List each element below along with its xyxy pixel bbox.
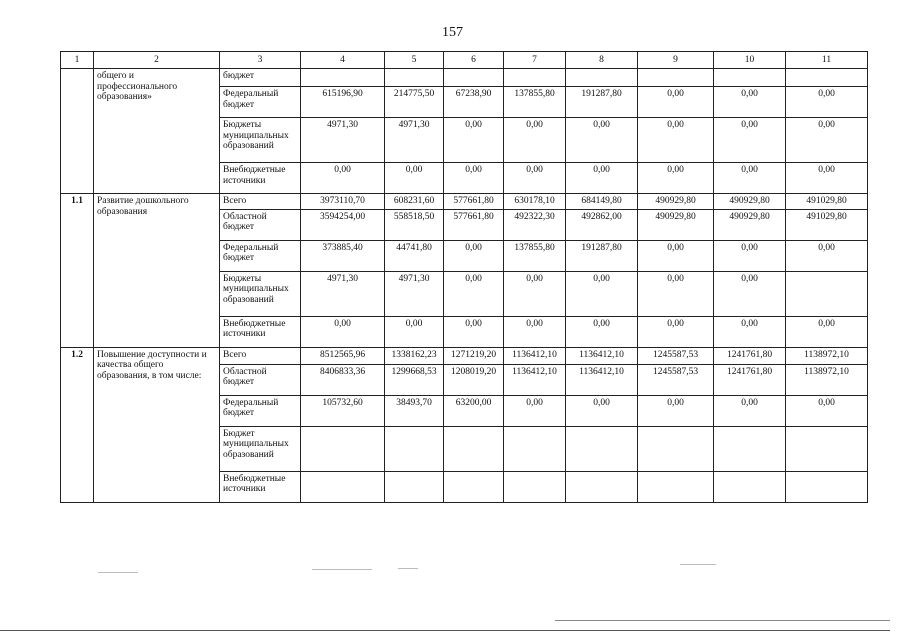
- funding-source: Областной бюджет: [220, 364, 301, 395]
- amount-cell: 0,00: [714, 240, 786, 271]
- amount-cell: 3594254,00: [301, 209, 385, 240]
- amount-cell: [444, 426, 504, 471]
- amount-cell: 1241761,80: [714, 364, 786, 395]
- amount-cell: [385, 471, 444, 502]
- column-number: 1: [61, 52, 94, 69]
- amount-cell: 684149,80: [566, 194, 638, 210]
- amount-cell: 4971,30: [385, 271, 444, 316]
- amount-cell: 492862,00: [566, 209, 638, 240]
- amount-cell: 491029,80: [786, 194, 868, 210]
- amount-cell: 0,00: [786, 240, 868, 271]
- amount-cell: 0,00: [638, 240, 714, 271]
- table-row: [61, 69, 868, 87]
- amount-cell: 0,00: [301, 163, 385, 194]
- amount-cell: [301, 69, 385, 87]
- amount-cell: [638, 69, 714, 87]
- column-number: 5: [385, 52, 444, 69]
- amount-cell: 0,00: [444, 316, 504, 347]
- amount-cell: 630178,10: [504, 194, 566, 210]
- amount-cell: 191287,80: [566, 87, 638, 118]
- amount-cell: 0,00: [786, 316, 868, 347]
- funding-source: Всего: [220, 194, 301, 210]
- page-number: 157: [442, 25, 463, 40]
- amount-cell: 105732,60: [301, 395, 385, 426]
- item-code: 1.2: [61, 347, 94, 502]
- amount-cell: [385, 69, 444, 87]
- amount-cell: 0,00: [385, 163, 444, 194]
- amount-cell: 4971,30: [385, 118, 444, 163]
- amount-cell: 1208019,20: [444, 364, 504, 395]
- item-code: 1.1: [61, 194, 94, 348]
- amount-cell: 0,00: [638, 271, 714, 316]
- amount-cell: 0,00: [638, 395, 714, 426]
- amount-cell: 0,00: [444, 118, 504, 163]
- amount-cell: 0,00: [786, 395, 868, 426]
- amount-cell: 0,00: [714, 118, 786, 163]
- funding-source: Областной бюджет: [220, 209, 301, 240]
- amount-cell: 1136412,10: [566, 347, 638, 364]
- funding-source: Федеральный бюджет: [220, 395, 301, 426]
- item-name: общего и профессионального образования»: [94, 69, 220, 194]
- amount-cell: 1138972,10: [786, 347, 868, 364]
- amount-cell: 3973110,70: [301, 194, 385, 210]
- amount-cell: [566, 426, 638, 471]
- amount-cell: 0,00: [504, 118, 566, 163]
- amount-cell: 0,00: [714, 87, 786, 118]
- amount-cell: [504, 471, 566, 502]
- amount-cell: 0,00: [504, 316, 566, 347]
- funding-source: Федеральный бюджет: [220, 87, 301, 118]
- table-row: [61, 347, 868, 364]
- amount-cell: 373885,40: [301, 240, 385, 271]
- amount-cell: 608231,60: [385, 194, 444, 210]
- amount-cell: 577661,80: [444, 209, 504, 240]
- amount-cell: [786, 69, 868, 87]
- amount-cell: 490929,80: [638, 209, 714, 240]
- amount-cell: 0,00: [504, 395, 566, 426]
- amount-cell: 214775,50: [385, 87, 444, 118]
- amount-cell: 1245587,53: [638, 364, 714, 395]
- amount-cell: [504, 69, 566, 87]
- column-number: 10: [714, 52, 786, 69]
- funding-source: Бюджеты муниципальных образований: [220, 118, 301, 163]
- amount-cell: 0,00: [714, 395, 786, 426]
- column-number: 4: [301, 52, 385, 69]
- bottom-divider-short: [555, 620, 890, 621]
- amount-cell: 0,00: [301, 316, 385, 347]
- amount-cell: [786, 271, 868, 316]
- amount-cell: 0,00: [714, 316, 786, 347]
- amount-cell: [638, 426, 714, 471]
- scan-mark: [680, 564, 716, 565]
- item-name: Повышение доступности и качества общего образования, в том числе:: [94, 347, 220, 502]
- amount-cell: 615196,90: [301, 87, 385, 118]
- amount-cell: 63200,00: [444, 395, 504, 426]
- amount-cell: 492322,30: [504, 209, 566, 240]
- amount-cell: [714, 426, 786, 471]
- amount-cell: [714, 471, 786, 502]
- amount-cell: 490929,80: [638, 194, 714, 210]
- amount-cell: [301, 471, 385, 502]
- funding-source: Внебюджетные источники: [220, 471, 301, 502]
- column-number: 7: [504, 52, 566, 69]
- item-name: Развитие дошкольного образования: [94, 194, 220, 348]
- amount-cell: 1138972,10: [786, 364, 868, 395]
- amount-cell: 4971,30: [301, 118, 385, 163]
- amount-cell: 38493,70: [385, 395, 444, 426]
- amount-cell: [566, 69, 638, 87]
- column-number: 3: [220, 52, 301, 69]
- column-number: 11: [786, 52, 868, 69]
- amount-cell: 491029,80: [786, 209, 868, 240]
- amount-cell: 0,00: [786, 118, 868, 163]
- scan-mark: [398, 568, 418, 569]
- bottom-divider: [0, 630, 890, 631]
- item-code: [61, 69, 94, 194]
- amount-cell: 0,00: [566, 271, 638, 316]
- funding-source: Внебюджетные источники: [220, 316, 301, 347]
- amount-cell: 0,00: [638, 118, 714, 163]
- amount-cell: 0,00: [786, 87, 868, 118]
- amount-cell: 137855,80: [504, 240, 566, 271]
- amount-cell: 8512565,96: [301, 347, 385, 364]
- amount-cell: 1136412,10: [566, 364, 638, 395]
- amount-cell: 1245587,53: [638, 347, 714, 364]
- amount-cell: 44741,80: [385, 240, 444, 271]
- funding-source: Бюджет муниципальных образований: [220, 426, 301, 471]
- amount-cell: [385, 426, 444, 471]
- amount-cell: 490929,80: [714, 209, 786, 240]
- table-body: [61, 52, 868, 503]
- amount-cell: 137855,80: [504, 87, 566, 118]
- amount-cell: [714, 69, 786, 87]
- amount-cell: 8406833,36: [301, 364, 385, 395]
- amount-cell: 0,00: [638, 163, 714, 194]
- amount-cell: 0,00: [786, 163, 868, 194]
- amount-cell: 1299668,53: [385, 364, 444, 395]
- column-number: 9: [638, 52, 714, 69]
- amount-cell: 490929,80: [714, 194, 786, 210]
- funding-source: Федеральный бюджет: [220, 240, 301, 271]
- amount-cell: [786, 426, 868, 471]
- amount-cell: [504, 426, 566, 471]
- amount-cell: 191287,80: [566, 240, 638, 271]
- amount-cell: [566, 471, 638, 502]
- funding-source: бюджет: [220, 69, 301, 87]
- amount-cell: 0,00: [714, 163, 786, 194]
- amount-cell: 67238,90: [444, 87, 504, 118]
- table-row: [61, 194, 868, 210]
- amount-cell: 1136412,10: [504, 364, 566, 395]
- amount-cell: 0,00: [444, 271, 504, 316]
- amount-cell: 1271219,20: [444, 347, 504, 364]
- scan-mark: [98, 572, 138, 573]
- amount-cell: [786, 471, 868, 502]
- amount-cell: 0,00: [444, 240, 504, 271]
- amount-cell: 558518,50: [385, 209, 444, 240]
- scan-mark: [312, 569, 372, 570]
- amount-cell: [301, 426, 385, 471]
- amount-cell: 1136412,10: [504, 347, 566, 364]
- column-number: 2: [94, 52, 220, 69]
- amount-cell: [444, 471, 504, 502]
- amount-cell: 0,00: [444, 163, 504, 194]
- amount-cell: 0,00: [504, 271, 566, 316]
- funding-source: Внебюджетные источники: [220, 163, 301, 194]
- amount-cell: 0,00: [714, 271, 786, 316]
- amount-cell: 4971,30: [301, 271, 385, 316]
- budget-table: [60, 51, 868, 503]
- amount-cell: 0,00: [638, 316, 714, 347]
- funding-source: Всего: [220, 347, 301, 364]
- column-number: 6: [444, 52, 504, 69]
- amount-cell: 0,00: [566, 395, 638, 426]
- amount-cell: 0,00: [566, 163, 638, 194]
- amount-cell: 0,00: [385, 316, 444, 347]
- column-number-row: [61, 52, 868, 69]
- column-number: 8: [566, 52, 638, 69]
- funding-source: Бюджеты муниципальных образований: [220, 271, 301, 316]
- amount-cell: [444, 69, 504, 87]
- amount-cell: 0,00: [566, 118, 638, 163]
- amount-cell: [638, 471, 714, 502]
- amount-cell: 0,00: [638, 87, 714, 118]
- amount-cell: 0,00: [504, 163, 566, 194]
- amount-cell: 1338162,23: [385, 347, 444, 364]
- amount-cell: 0,00: [566, 316, 638, 347]
- amount-cell: 577661,80: [444, 194, 504, 210]
- amount-cell: 1241761,80: [714, 347, 786, 364]
